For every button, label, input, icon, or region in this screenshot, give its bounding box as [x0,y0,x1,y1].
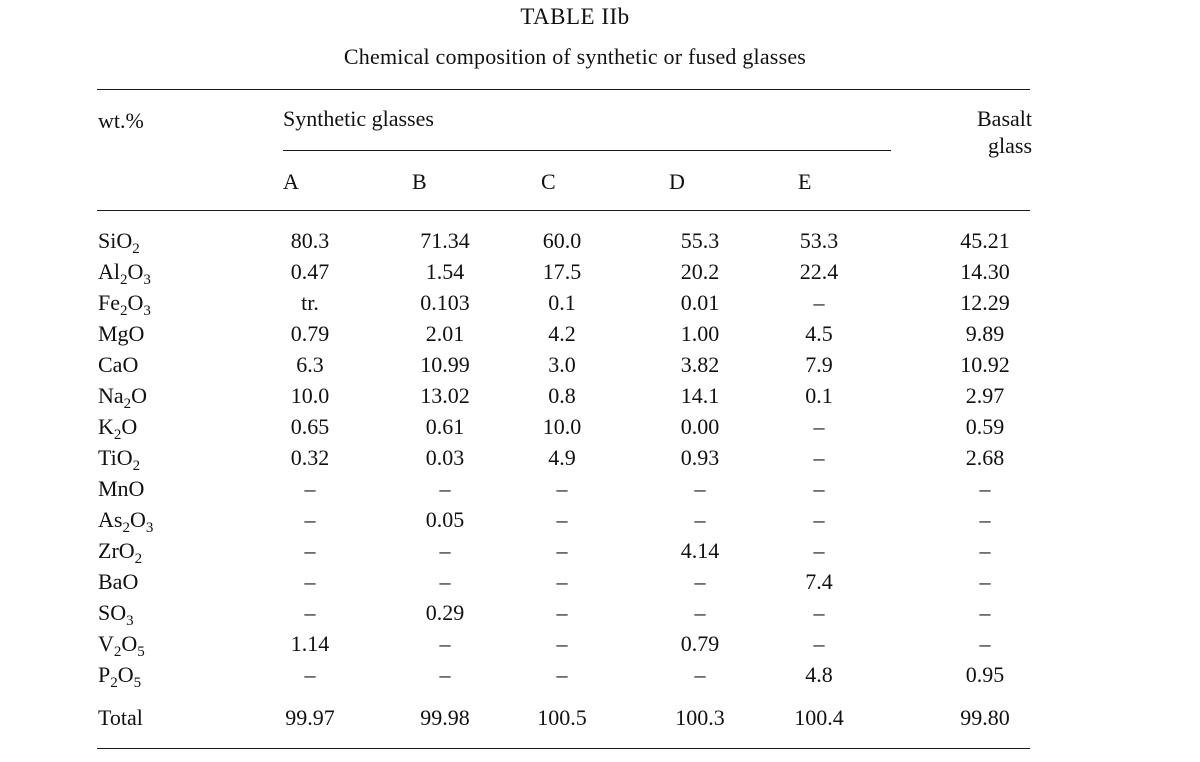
cell-basalt: – [979,538,991,563]
row-label-part: 2 [132,241,140,257]
cell-a: 1.14 [290,631,330,656]
cell-b: – [439,662,451,687]
row-label-part: 2 [113,644,122,660]
table-row [0,318,1100,349]
cell-basalt: – [979,600,991,625]
cell-a: – [304,569,316,594]
cell-basalt: 0.59 [965,414,1005,439]
table-row [0,256,1100,287]
total-b: 99.98 [420,705,470,730]
row-label [98,287,151,318]
cell-b: – [439,631,451,656]
cell-c: 0.1 [548,290,576,315]
cell-basalt: – [979,631,991,656]
cell-e: 22.4 [799,259,839,284]
cell-c: – [556,476,568,501]
row-label-part: 2 [120,272,128,288]
row-label-part: BaO [98,569,139,594]
row-label-part: O [117,662,134,687]
row-label [98,566,138,597]
cell-e: – [813,538,825,563]
table-row [0,597,1100,628]
row-label-part: 2 [120,303,128,319]
cell-d: 0.00 [680,414,720,439]
cell-c: 60.0 [542,228,582,253]
column-header-a: A [283,169,299,194]
total-label: Total [98,705,143,730]
table-row [0,628,1100,659]
row-label [98,659,141,690]
cell-c: 0.8 [548,383,576,408]
basalt-header-line2: glass [988,133,1032,158]
total-row [0,702,1100,733]
cell-c: – [556,569,568,594]
cell-e: – [813,476,825,501]
cell-a: – [304,538,316,563]
cell-a: – [304,600,316,625]
row-label [98,442,140,473]
row-label-part: K [98,414,114,439]
row-label [98,597,134,628]
group-header-synthetic: Synthetic glasses [283,106,434,131]
cell-basalt: 2.68 [965,445,1005,470]
total-a: 99.97 [285,705,335,730]
table-row [0,566,1100,597]
cell-a: – [304,662,316,687]
row-label [98,318,144,349]
row-label [98,380,147,411]
table-row [0,504,1100,535]
cell-e: – [813,600,825,625]
header-rule [97,210,1030,211]
row-label-part: 2 [132,458,141,474]
cell-basalt: 9.89 [965,321,1005,346]
cell-b: 1.54 [425,259,465,284]
row-label-part: O [127,290,144,315]
row-label [98,628,145,659]
cell-b: 71.34 [420,228,470,253]
table-row [0,659,1100,690]
row-label-part: 3 [126,613,134,629]
cell-a: 0.65 [290,414,330,439]
cell-d: 0.01 [680,290,720,315]
total-c: 100.5 [537,705,587,730]
cell-d: 55.3 [680,228,720,253]
row-label-part: 3 [143,272,151,288]
row-label [98,225,140,256]
table-row [0,473,1100,504]
basalt-header-line1: Basalt [977,106,1032,131]
row-label-part: O [129,507,146,532]
cell-c: 17.5 [542,259,582,284]
cell-d: 1.00 [680,321,720,346]
table-row [0,535,1100,566]
cell-a: tr. [301,290,319,315]
row-label-part: TiO [98,445,133,470]
cell-e: – [813,414,825,439]
row-label [98,535,142,566]
row-label-part: 2 [134,551,143,567]
group-rule [283,150,891,151]
cell-basalt: – [979,569,991,594]
row-label-part: MgO [98,321,145,346]
row-label-part: Al [98,259,120,284]
cell-b: 0.05 [425,507,465,532]
row-label-part: Fe [98,290,120,315]
cell-a: – [304,507,316,532]
cell-e: 4.5 [805,321,833,346]
cell-d: 3.82 [680,352,720,377]
cell-d: – [694,476,706,501]
total-d: 100.3 [675,705,725,730]
cell-e: 4.8 [805,662,833,687]
cell-b: – [439,538,451,563]
column-header-d: D [669,169,685,194]
cell-a: 0.32 [290,445,330,470]
row-label-part: P [98,662,111,687]
cell-e: – [813,631,825,656]
cell-c: – [556,631,568,656]
cell-b: 0.103 [420,290,470,315]
cell-e: – [813,445,825,470]
row-label-part: As [98,507,123,532]
table-row [0,287,1100,318]
cell-b: 0.03 [425,445,465,470]
cell-d: 14.1 [680,383,720,408]
cell-c: 10.0 [542,414,582,439]
cell-b: – [439,569,451,594]
row-label-part: CaO [98,352,139,377]
cell-d: – [694,600,706,625]
cell-c: – [556,600,568,625]
cell-d: 0.79 [680,631,720,656]
cell-a: 0.47 [290,259,330,284]
row-label-part: 2 [123,396,132,412]
row-label-part: O [127,259,144,284]
cell-d: – [694,662,706,687]
row-label-part: 2 [122,520,130,536]
row-label-part: O [121,631,138,656]
row-label-part: O [131,383,148,408]
cell-c: – [556,662,568,687]
column-header-e: E [798,169,812,194]
row-label [98,256,151,287]
cell-b: 2.01 [425,321,465,346]
bottom-rule [97,748,1030,749]
row-label-part: MnO [98,476,145,501]
cell-d: – [694,569,706,594]
row-label-part: V [98,631,114,656]
cell-basalt: 0.95 [965,662,1005,687]
cell-d: 4.14 [680,538,720,563]
row-label-part: Na [98,383,124,408]
cell-a: 0.79 [290,321,330,346]
cell-c: 3.0 [548,352,576,377]
cell-a: 10.0 [290,383,330,408]
cell-d: – [694,507,706,532]
cell-basalt: 2.97 [965,383,1005,408]
cell-basalt: – [979,476,991,501]
table-row [0,225,1100,256]
cell-basalt: 10.92 [960,352,1010,377]
cell-c: 4.2 [548,321,576,346]
table-row [0,349,1100,380]
cell-basalt: 14.30 [960,259,1010,284]
row-label-part: 5 [133,675,142,691]
cell-b: 0.61 [425,414,465,439]
row-label [98,411,137,442]
row-label-part: 2 [110,675,118,691]
top-rule [97,89,1030,90]
row-label-part: SO [98,600,127,625]
cell-b: 10.99 [420,352,470,377]
table-caption: Chemical composition of synthetic or fused glasses [343,44,807,69]
table-row [0,380,1100,411]
row-label-part: 2 [113,427,122,443]
cell-a: 6.3 [296,352,324,377]
cell-basalt: 12.29 [960,290,1010,315]
cell-a: 80.3 [290,228,330,253]
row-label-part: SiO [98,228,133,253]
cell-d: 20.2 [680,259,720,284]
table-title: TABLE IIb [520,4,630,29]
row-label [98,504,153,535]
row-label-part: O [121,414,138,439]
row-label [98,349,138,380]
cell-basalt: 45.21 [960,228,1010,253]
cell-e: 53.3 [799,228,839,253]
cell-a: – [304,476,316,501]
cell-b: – [439,476,451,501]
column-header-c: C [541,169,556,194]
total-basalt: 99.80 [960,705,1010,730]
cell-e: 7.9 [805,352,833,377]
column-header-b: B [412,169,427,194]
row-label [98,473,144,504]
row-label-part: 5 [137,644,145,660]
table-row [0,442,1100,473]
cell-c: – [556,538,568,563]
table-row [0,411,1100,442]
basalt-header [940,105,1032,159]
cell-c: 4.9 [548,445,576,470]
cell-b: 13.02 [420,383,470,408]
cell-e: 0.1 [805,383,833,408]
cell-b: 0.29 [425,600,465,625]
cell-e: 7.4 [805,569,833,594]
cell-basalt: – [979,507,991,532]
row-label-part: 3 [145,520,154,536]
cell-c: – [556,507,568,532]
cell-e: – [813,507,825,532]
cell-e: – [813,290,825,315]
stub-header: wt.% [98,108,144,133]
cell-d: 0.93 [680,445,720,470]
row-label-part: 3 [143,303,151,319]
total-e: 100.4 [794,705,844,730]
row-label-part: ZrO [98,538,135,563]
